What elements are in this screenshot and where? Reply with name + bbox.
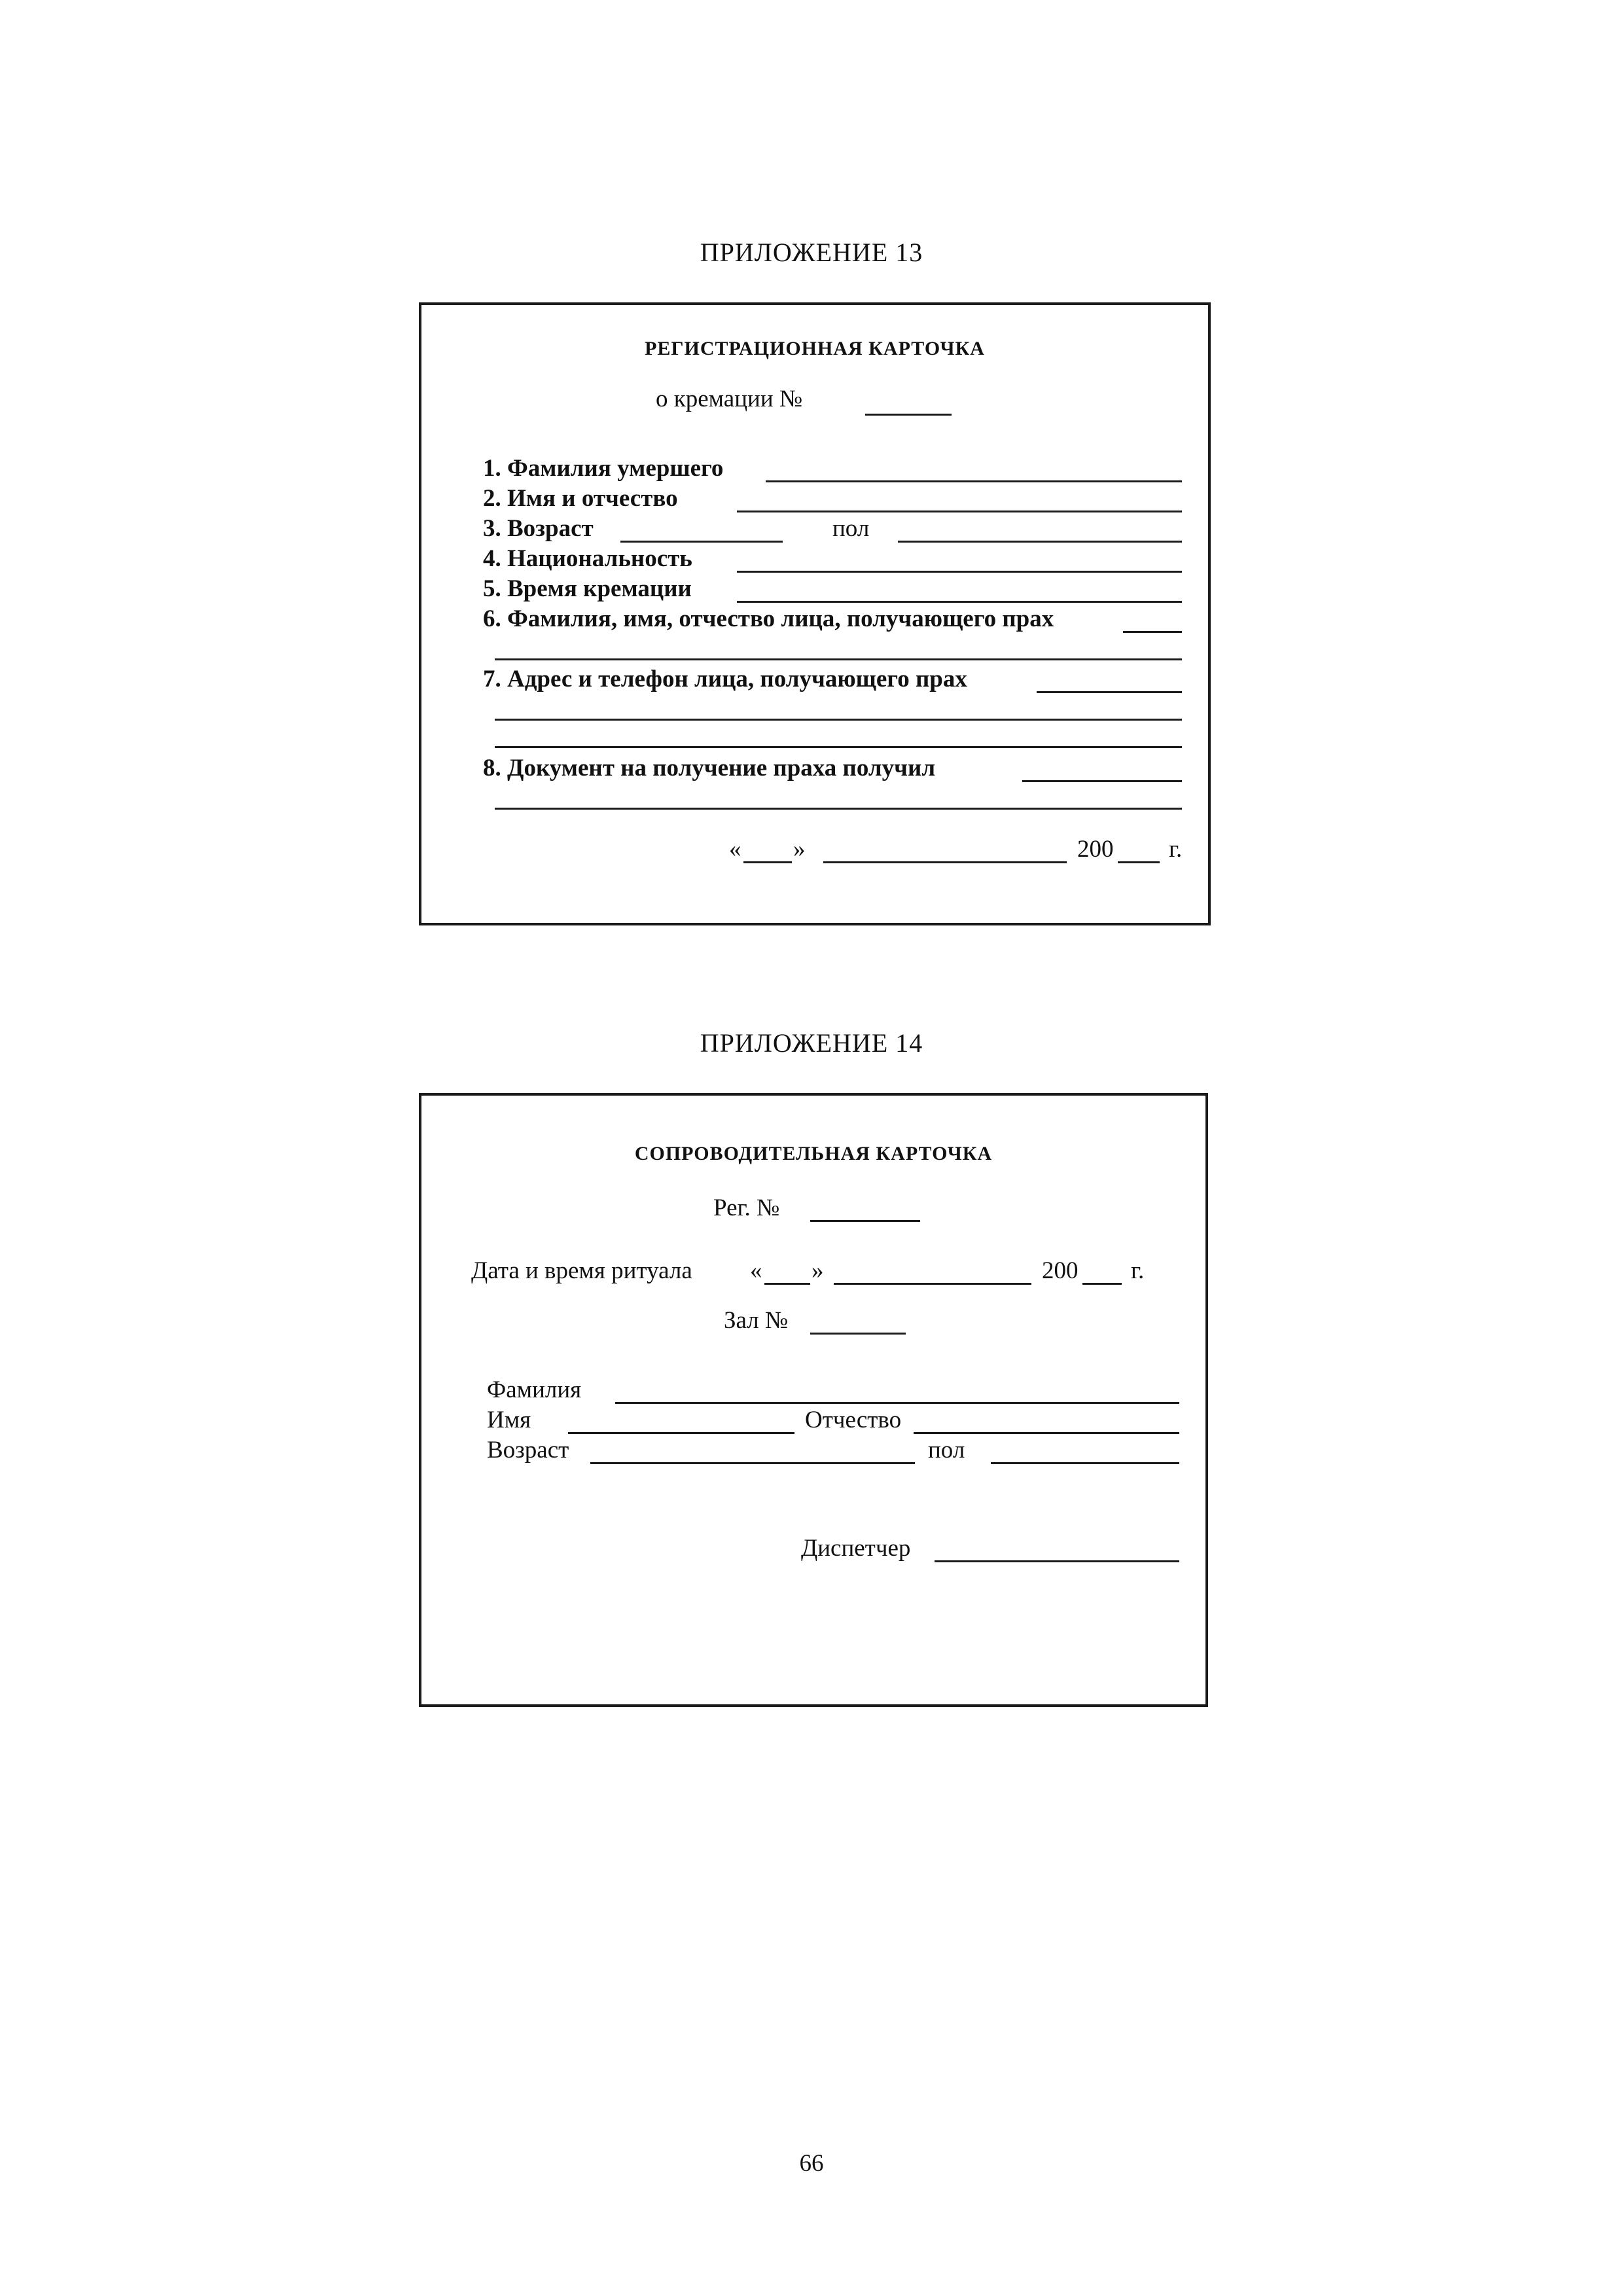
page-number: 66 bbox=[799, 2150, 824, 2177]
hall-number-label: Зал № bbox=[724, 1307, 789, 1334]
patronymic-label: Отчество bbox=[805, 1407, 902, 1433]
field-nationality-blank[interactable] bbox=[737, 571, 1182, 573]
ritual-date-open-quote: « bbox=[750, 1257, 762, 1284]
patronymic-blank[interactable] bbox=[914, 1432, 1179, 1434]
field-age-blank[interactable] bbox=[620, 541, 783, 543]
hall-number-blank[interactable] bbox=[810, 1333, 906, 1335]
dispatcher-label: Диспетчер bbox=[801, 1535, 911, 1562]
field-cremation-time-label: 5. Время кремации bbox=[483, 575, 692, 602]
surname-blank[interactable] bbox=[615, 1402, 1179, 1404]
age-blank[interactable] bbox=[590, 1462, 915, 1464]
dispatcher-signature-blank[interactable] bbox=[935, 1560, 1179, 1562]
field-recipient-address-label: 7. Адрес и телефон лица, получающего прах bbox=[483, 666, 967, 692]
cremation-number-label: о кремации № bbox=[656, 386, 803, 412]
field-recipient-name-blank[interactable] bbox=[1123, 631, 1182, 633]
field-sex-label: пол bbox=[832, 515, 870, 542]
ritual-date-month-blank[interactable] bbox=[834, 1283, 1031, 1285]
appendix-14-heading: ПРИЛОЖЕНИЕ 14 bbox=[700, 1028, 923, 1058]
ritual-date-year-suffix: г. bbox=[1131, 1257, 1145, 1284]
ritual-date-year-blank[interactable] bbox=[1082, 1283, 1122, 1285]
date-day-blank[interactable] bbox=[743, 861, 792, 863]
field-name-patronymic-blank[interactable] bbox=[737, 511, 1182, 512]
ritual-date-day-blank[interactable] bbox=[764, 1283, 810, 1285]
appendix-13-heading: ПРИЛОЖЕНИЕ 13 bbox=[700, 238, 923, 267]
ritual-datetime-label: Дата и время ритуала bbox=[471, 1257, 692, 1284]
registration-card bbox=[419, 302, 1211, 925]
sex-blank[interactable] bbox=[991, 1462, 1179, 1464]
field-sex-blank[interactable] bbox=[898, 541, 1182, 543]
field-surname-blank[interactable] bbox=[766, 480, 1182, 482]
field-name-patronymic-label: 2. Имя и отчество bbox=[483, 485, 678, 512]
accompanying-card bbox=[419, 1093, 1208, 1707]
field-recipient-name-blank-2[interactable] bbox=[495, 658, 1182, 660]
field-document-received-label: 8. Документ на получение праха получил bbox=[483, 755, 936, 781]
date-year-blank[interactable] bbox=[1118, 861, 1160, 863]
sex-label: пол bbox=[928, 1437, 965, 1463]
cremation-number-blank[interactable] bbox=[865, 414, 952, 416]
field-cremation-time-blank[interactable] bbox=[737, 601, 1182, 603]
field-recipient-name-label: 6. Фамилия, имя, отчество лица, получающего прах bbox=[483, 605, 1054, 632]
date-open-quote: « bbox=[729, 836, 741, 863]
name-label: Имя bbox=[487, 1407, 531, 1433]
ritual-date-close-quote: » bbox=[812, 1257, 824, 1284]
reg-number-label: Рег. № bbox=[713, 1194, 780, 1221]
date-month-blank[interactable] bbox=[823, 861, 1067, 863]
surname-label: Фамилия bbox=[487, 1376, 582, 1403]
registration-card-title: РЕГИСТРАЦИОННАЯ КАРТОЧКА bbox=[645, 338, 985, 359]
date-year-suffix: г. bbox=[1169, 836, 1183, 863]
reg-number-blank[interactable] bbox=[810, 1220, 920, 1222]
field-surname-label: 1. Фамилия умершего bbox=[483, 455, 724, 482]
field-document-received-blank-2[interactable] bbox=[495, 808, 1182, 810]
name-blank[interactable] bbox=[568, 1432, 794, 1434]
field-age-label: 3. Возраст bbox=[483, 515, 594, 542]
field-document-received-blank[interactable] bbox=[1022, 780, 1182, 782]
date-year-prefix: 200 bbox=[1077, 836, 1114, 863]
age-label: Возраст bbox=[487, 1437, 569, 1463]
field-recipient-address-blank[interactable] bbox=[1037, 691, 1182, 693]
date-close-quote: » bbox=[793, 836, 806, 863]
field-recipient-address-blank-2[interactable] bbox=[495, 719, 1182, 721]
field-nationality-label: 4. Национальность bbox=[483, 545, 692, 572]
ritual-date-year-prefix: 200 bbox=[1042, 1257, 1079, 1284]
accompanying-card-title: СОПРОВОДИТЕЛЬНАЯ КАРТОЧКА bbox=[634, 1143, 993, 1164]
field-recipient-address-blank-3[interactable] bbox=[495, 746, 1182, 748]
